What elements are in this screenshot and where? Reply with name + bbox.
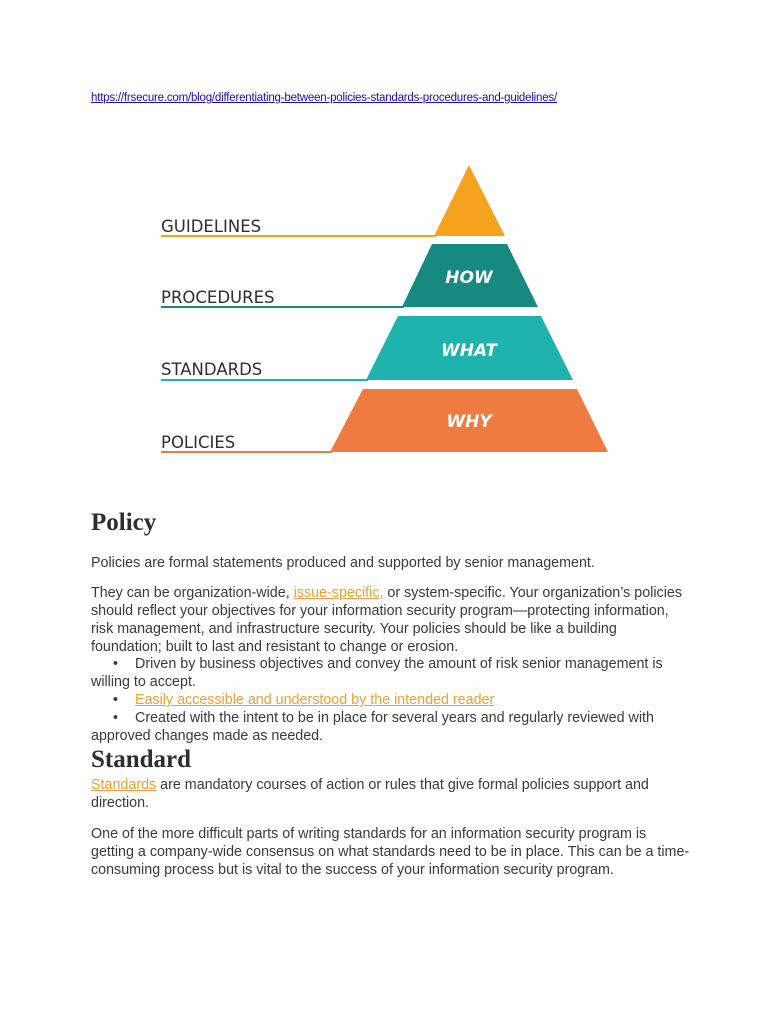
tier-how-word: HOW [445, 268, 493, 288]
standard-heading: Standard [91, 746, 192, 773]
standard-p1-post: are mandatory courses of action or rules that give formal policies support and direction. [91, 777, 649, 811]
standards-link[interactable]: Standards [91, 777, 157, 793]
list-item [91, 655, 691, 691]
issue-specific-link[interactable]: issue-specific, [293, 585, 384, 601]
source-url-link[interactable]: https://frsecure.com/blog/differentiating-between-policies-standards-procedures-and-guidelines/ [91, 92, 557, 104]
standard-paragraph-2: One of the more difficult parts of writing standards for an information security program is getting a company-wide consensus on what standards need to be in place. This can be a time-consuming process but is vital to the success of your information security program. [91, 826, 690, 878]
policy-bullet-list [91, 655, 691, 745]
tier-standards-label: STANDARDS [161, 360, 263, 379]
tier-what-word: WHAT [440, 341, 498, 361]
pyramid-diagram [0, 0, 768, 480]
tier-guidelines-label: GUIDELINES [161, 217, 262, 236]
bullet-icon: • [113, 692, 119, 708]
bullet-text: Driven by business objectives and convey the amount of risk senior management is willing to accept. [91, 656, 663, 690]
bullet-text: Created with the intent to be in place for several years and regularly reviewed with approved changes made as needed. [91, 710, 654, 744]
bullet-icon: • [113, 656, 119, 672]
policy-p2-post: or system-specific. Your organization’s policies should reflect your objectives for your information security program—protecting information, risk management, and infrastructure security. Your policies should be like a building foundation; built to last and resistant to change or erosion. [91, 585, 682, 655]
policy-p2-pre: They can be organization-wide, [91, 585, 294, 601]
policy-heading: Policy [91, 509, 157, 536]
bullet-icon: • [113, 710, 119, 726]
policy-paragraph-1: Policies are formal statements produced and supported by senior management. [91, 555, 595, 571]
tier-why-word: WHY [446, 412, 492, 432]
list-item [91, 709, 691, 745]
tier-policies-label: POLICIES [161, 433, 236, 452]
list-item [91, 691, 691, 709]
tier-procedures-label: PROCEDURES [161, 288, 275, 307]
accessible-reader-link[interactable]: Easily accessible and understood by the intended reader [135, 692, 495, 708]
standard-paragraph-1 [91, 776, 691, 812]
policy-paragraph-2 [91, 584, 691, 656]
tier-guidelines-shape [434, 165, 505, 236]
